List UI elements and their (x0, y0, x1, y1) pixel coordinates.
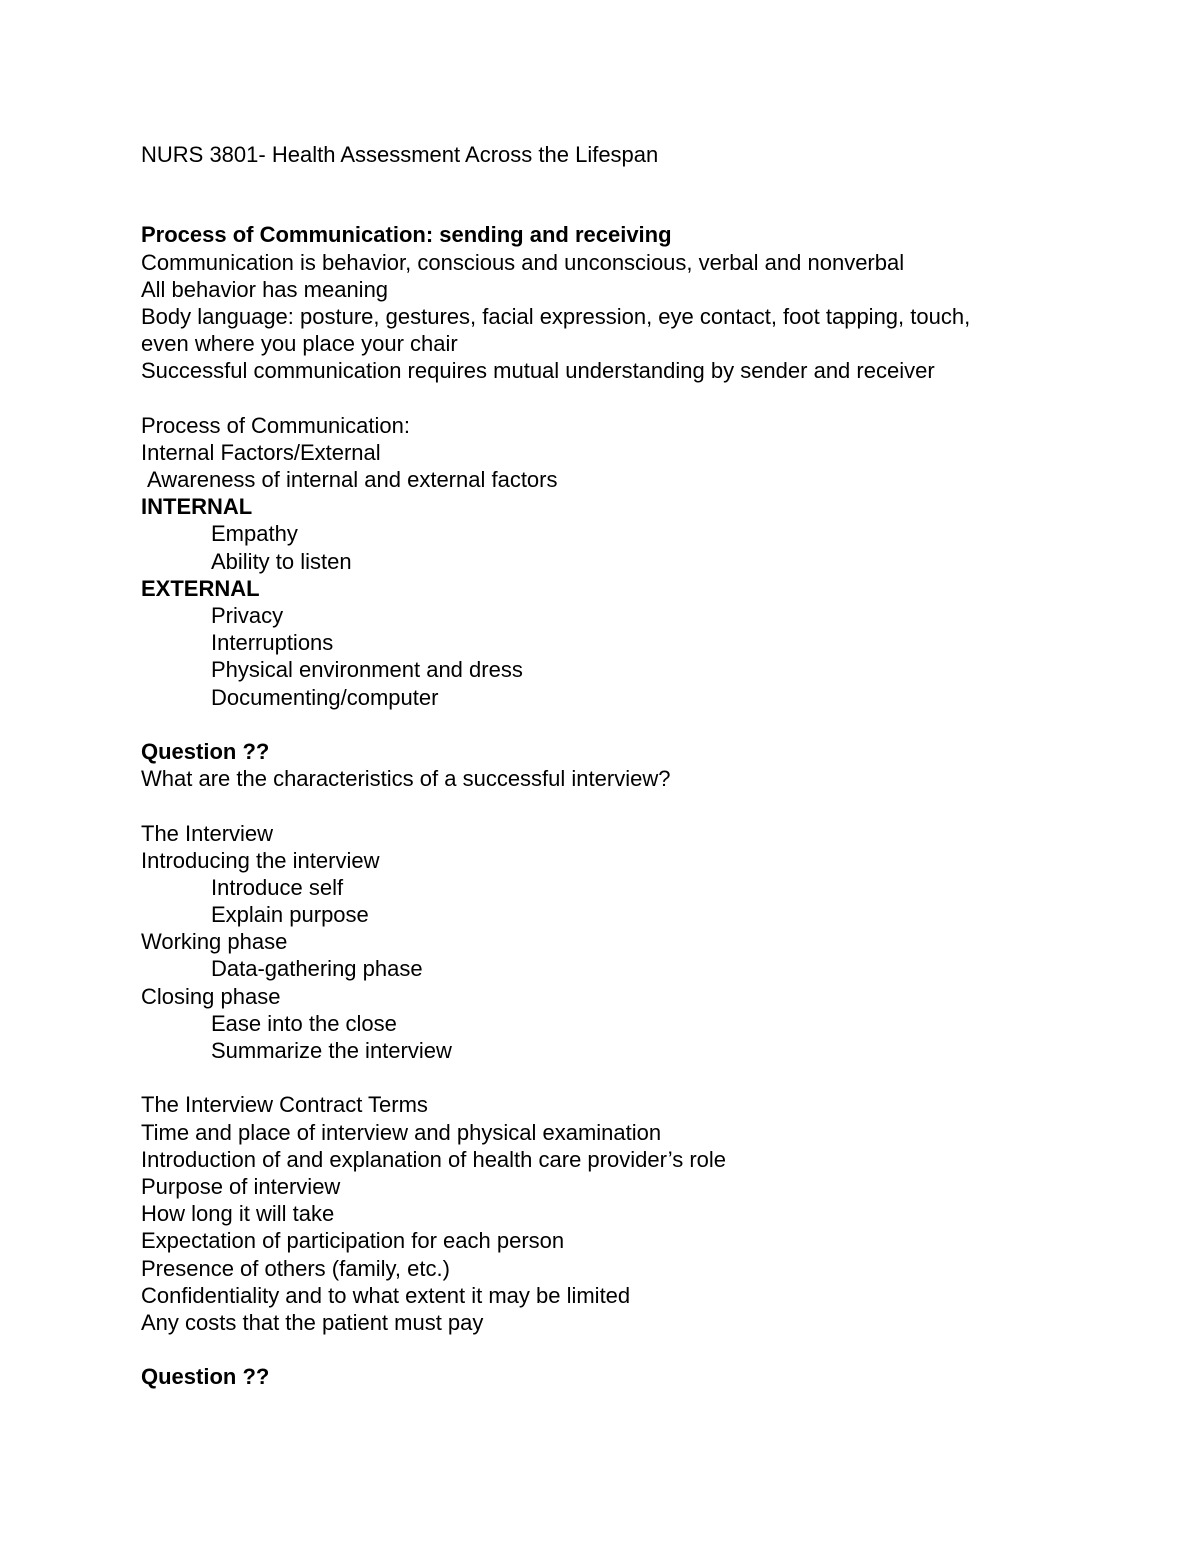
list-item: Documenting/computer (211, 684, 439, 710)
list-item: Interruptions (211, 630, 334, 656)
text-line: Process of Communication: (141, 412, 410, 438)
text-line: Awareness of internal and external factors (147, 467, 558, 493)
interview-title: The Interview (141, 820, 274, 846)
document-title: NURS 3801- Health Assessment Across the Lifespan (141, 142, 659, 167)
list-item: Introduction of and explanation of health care provider’s role (141, 1146, 727, 1172)
list-item: Confidentiality and to what extent it may be limited (141, 1282, 631, 1308)
question-heading: Question ?? (141, 1364, 270, 1390)
list-item: Ease into the close (211, 1010, 397, 1036)
spacer (141, 711, 1141, 738)
section-heading-communication: Process of Communication: sending and receiving (141, 222, 672, 248)
list-item: Physical environment and dress (211, 657, 523, 683)
text-line: Successful communication requires mutual understanding by sender and receiver (141, 358, 935, 384)
text-line: Introducing the interview (141, 847, 380, 873)
external-heading: EXTERNAL (141, 575, 260, 601)
text-line: All behavior has meaning (141, 276, 389, 302)
internal-heading: INTERNAL (141, 494, 253, 520)
question-text: What are the characteristics of a successful interview? (141, 766, 671, 792)
spacer (141, 1336, 1141, 1363)
list-item: Any costs that the patient must pay (141, 1309, 484, 1335)
spacer (141, 168, 1141, 194)
document-page (141, 141, 1141, 1390)
list-item: Ability to listen (211, 548, 352, 574)
list-item: Time and place of interview and physical examination (141, 1119, 662, 1145)
text-line: Closing phase (141, 983, 281, 1009)
list-item: Presence of others (family, etc.) (141, 1255, 450, 1281)
spacer (141, 385, 1141, 412)
list-item: Data-gathering phase (211, 956, 423, 982)
list-item: Summarize the interview (211, 1038, 452, 1063)
text-line: Body language: posture, gestures, facial expression, eye contact, foot tapping, touch, (141, 303, 971, 329)
list-item: Introduce self (211, 874, 344, 900)
list-item: How long it will take (141, 1201, 335, 1227)
list-item: Privacy (211, 603, 284, 628)
spacer (141, 792, 1141, 819)
text-line: Working phase (141, 929, 288, 955)
text-line: Internal Factors/External (141, 439, 381, 465)
list-item: Explain purpose (211, 902, 369, 928)
list-item: Empathy (211, 521, 298, 547)
spacer (141, 194, 1141, 221)
question-heading: Question ?? (141, 738, 270, 764)
list-item: Purpose of interview (141, 1173, 341, 1199)
list-item: Expectation of participation for each person (141, 1228, 565, 1254)
text-line: even where you place your chair (141, 331, 458, 357)
text-line: Communication is behavior, conscious and unconscious, verbal and nonverbal (141, 249, 905, 275)
spacer (141, 1064, 1141, 1091)
contract-title: The Interview Contract Terms (141, 1092, 428, 1118)
